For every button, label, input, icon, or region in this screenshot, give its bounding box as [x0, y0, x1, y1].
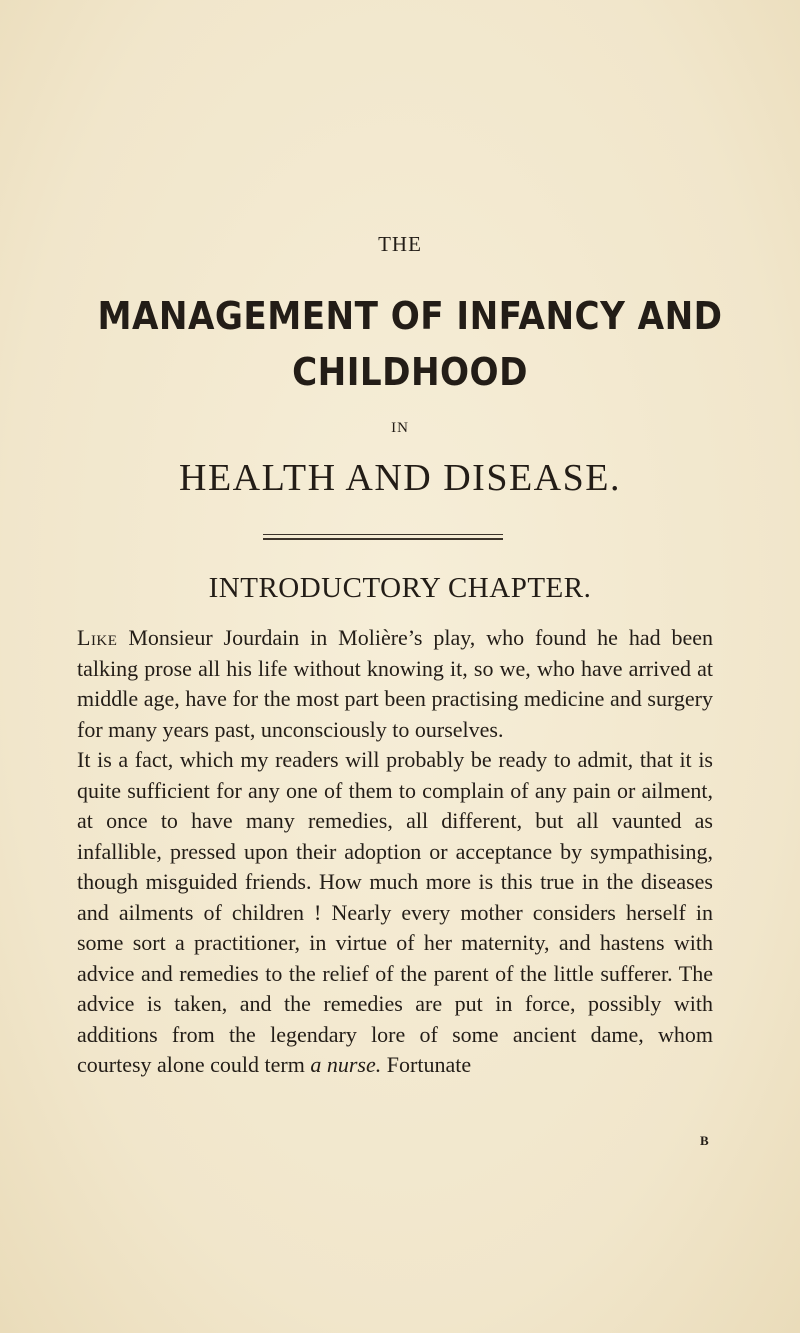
paragraph-1-text: Monsieur Jourdain in Molière’s play, who found he had been talking prose all his life without knowing it, so we, who have arrived at middle age, have for the most part been practising medicine and surgery for many years past, unconsciously to ourselves. — [77, 625, 713, 742]
pre-title: THE — [378, 232, 422, 256]
title-rule-divider — [263, 534, 503, 540]
paragraph-2-italic: a nurse. — [310, 1052, 382, 1077]
book-subtitle: HEALTH AND DISEASE. — [179, 457, 621, 499]
paragraph-2-continuation: Fortunate — [381, 1052, 472, 1077]
paragraph-1 — [77, 623, 713, 745]
book-title: MANAGEMENT OF INFANCY AND CHILDHOOD — [97, 294, 723, 394]
chapter-body — [77, 623, 713, 1081]
paragraph-2-text: It is a fact, which my readers will probably be ready to admit, that it is quite sufficient for any one of them to complain of any pain or ailment, at once to have many remedies, all different, but all vaunted as infallible, pressed upon their adoption or acceptance by sympathising, though misguided friends. How much more is this true in the diseases and ailments of children ! Nearly every mother considers herself in some sort a practitioner, in virtue of her maternity, and hastens with advice and remedies to the relief of the parent of the little sufferer. The advice is taken, and the remedies are put in force, possibly with additions from the legendary lore of some ancient dame, whom courtesy alone could term — [77, 747, 713, 1077]
chapter-heading: INTRODUCTORY CHAPTER. — [208, 572, 592, 604]
paragraph-2 — [77, 745, 713, 1081]
signature-mark: B — [700, 1133, 709, 1148]
title-connector: IN — [391, 420, 409, 436]
paragraph-1-lead-word: Like — [77, 625, 118, 650]
